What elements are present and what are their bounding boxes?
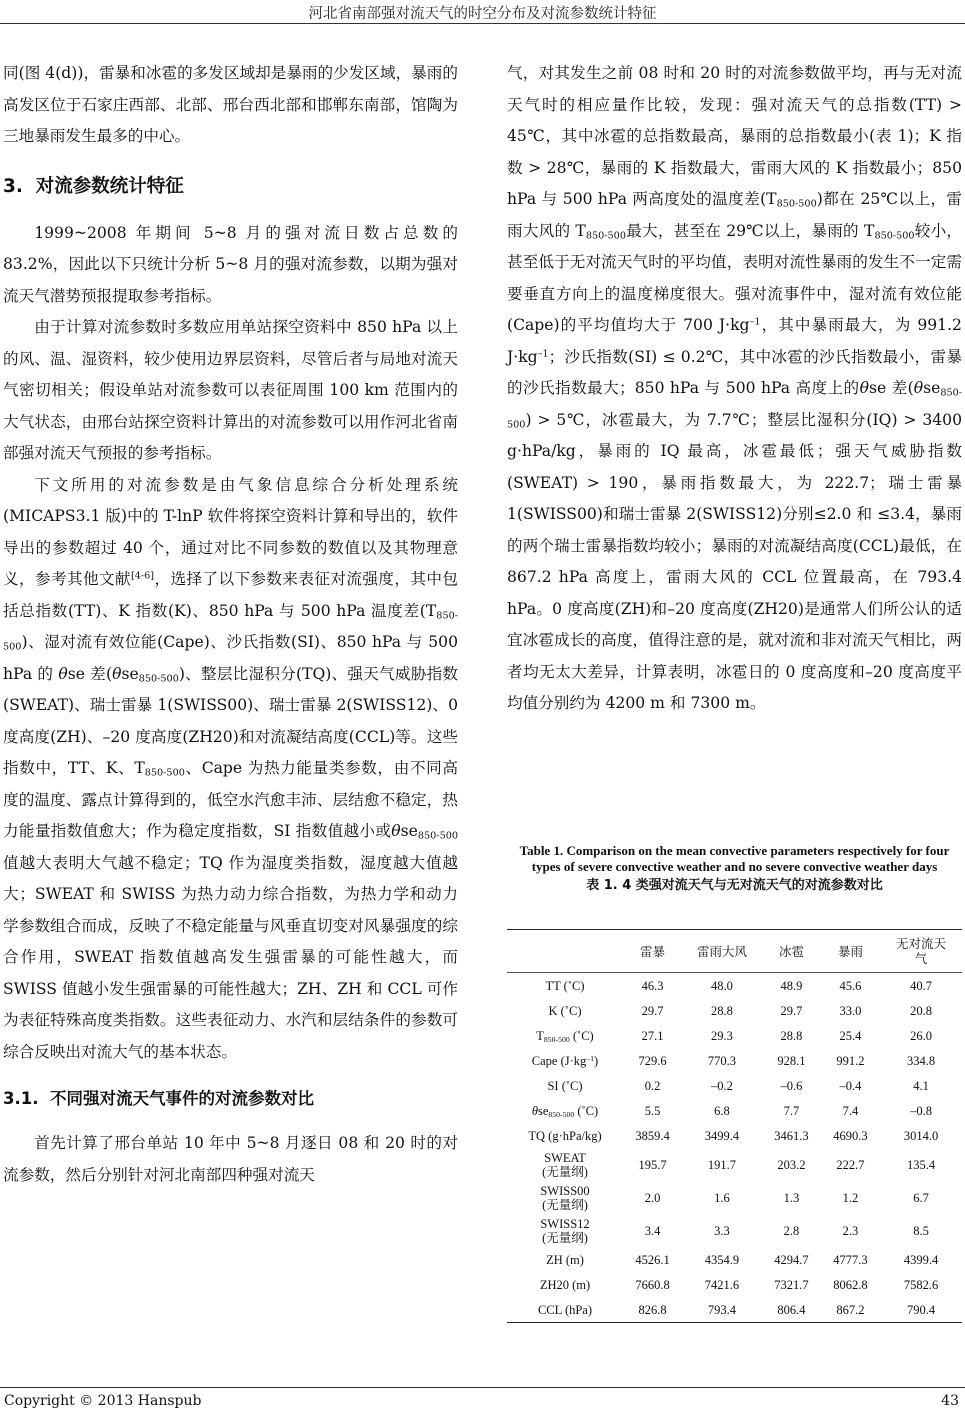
table-cell: 4.1 (913, 1078, 929, 1093)
table-cell: 7321.7 (774, 1277, 809, 1292)
text: 较小，甚至低于无对流天气时的平均值，表明对流性暴雨的发生不一定需要垂直方向上的温度梯度很大。强对流事件中，湿对流有效位能(Cape)的平均值均大于 700 J·kg (507, 221, 963, 334)
text: ，选择了以下参数来表征对流强度，其中包括总指数(TT)、K 指数(K)、850 hPa 与 500 hPa 温度差(T (3, 570, 458, 620)
row-label-text: K (˚C) (548, 1003, 582, 1018)
table-cell: –0.8 (910, 1103, 932, 1118)
table-cell: 826.8 (623, 1297, 682, 1323)
table-cell: 48.0 (711, 978, 733, 993)
row-label-text: SWISS00 (540, 1183, 590, 1198)
text: 下文所用的对流参数是由气象信息综合分析处理系统(MICAPS3.1 版)中的 T-lnP 软件将探空资料计算和导出的，软件导出的参数超过 40 个，通过对比不同参数的数值以及其物理意义，参考其他文献 (3, 475, 458, 588)
header-cell: 雷雨大风 (682, 930, 762, 973)
table-row (507, 1148, 962, 1181)
row-label-text: ZH (m) (546, 1252, 584, 1267)
table-row (507, 1272, 962, 1297)
text: ；沙氏指数(SI) ≤ 0.2℃，其中冰雹的沙氏指数最小，雷暴的沙氏指数最大；850 hPa 与 500 hPa 高度上的 (507, 347, 962, 397)
section-title: 对流参数统计特征 (35, 175, 184, 197)
theta-symbol: θ (112, 664, 122, 683)
section-3-heading (3, 176, 458, 198)
table-cell: 40.7 (910, 978, 932, 993)
table-cell: 135.4 (906, 1157, 936, 1172)
table-cell: 28.8 (780, 1028, 803, 1043)
text: ，其中暴雨最大，为 991.2 J·kg (507, 316, 962, 366)
table-cell: 48.9 (780, 978, 803, 993)
row-label-text: SI (˚C) (547, 1078, 583, 1093)
table-cell: 5.5 (644, 1103, 661, 1118)
table-row (507, 1123, 962, 1148)
header-cell-empty (507, 930, 623, 973)
table-cell: 222.7 (836, 1157, 865, 1172)
row-label-text: se (537, 1103, 549, 1118)
table-cell: 1.6 (714, 1190, 730, 1205)
section-title: 不同强对流天气事件的对流参数对比 (50, 1089, 314, 1108)
table-cell: 1.3 (783, 1190, 800, 1205)
text: se 差( (67, 664, 113, 683)
table-cell: 2.8 (783, 1223, 800, 1238)
row-label-unit: (˚C) (574, 1103, 599, 1118)
theta-symbol: θ (859, 379, 869, 397)
table-cell: 191.7 (707, 1157, 737, 1172)
table-cell: 4294.7 (774, 1252, 809, 1267)
paragraph: 由于计算对流参数时多数应用单站探空资料中 850 hPa 以上的风、温、湿资料，较少使用边界层资料，尽管后者与局地对流天气密切相关；假设单站对流参数可以表征周围 100 km 范围内的大气状态，由邢台站探空资料计算出的对流参数可以用作河北省南部强对流天气预报的参考指标。 (3, 318, 458, 462)
table-cell: 7582.6 (903, 1277, 939, 1292)
citation: [4-6] (130, 570, 155, 582)
table-cell: 770.3 (707, 1053, 737, 1068)
table-cell: 29.7 (780, 1003, 803, 1018)
paragraph: 首先计算了邢台单站 10 年中 5~8 月逐日 08 和 20 时的对流参数，然后分别针对河北南部四种强对流天 (3, 1134, 458, 1184)
table-cell: –0.6 (780, 1078, 803, 1093)
table-row (507, 1297, 962, 1323)
row-label (507, 1023, 623, 1048)
row-label-unit: (无量纲) (542, 1164, 588, 1179)
row-label (507, 998, 623, 1023)
subscript: 850-500 (548, 1109, 575, 1119)
text: 最大，甚至在 29℃以上，暴雨的 T (625, 221, 875, 240)
row-label (507, 1073, 623, 1098)
row-label-text: TT (˚C) (545, 978, 585, 993)
table-cell: 29.3 (711, 1028, 733, 1043)
table-caption-en: Table 1. Comparison on the mean convective parameters respectively for four types of severe convective weather and no severe convective weather days (519, 843, 950, 874)
superscript: –1 (749, 316, 761, 328)
table-cell: 7660.8 (635, 1277, 670, 1292)
section-number: 3.1. (3, 1089, 39, 1108)
table-cell: 928.1 (777, 1053, 806, 1068)
table-row (507, 1023, 962, 1048)
table-cell: 20.8 (910, 1003, 932, 1018)
table-cell: 793.4 (682, 1297, 762, 1323)
table-cell: 203.2 (777, 1157, 806, 1172)
subscript: 850-500 (417, 830, 458, 842)
text: ) > 5℃，冰雹最大，为 7.7℃；整层比湿积分(IQ) > 3400 g·hPa/kg，暴雨的 IQ 最高，冰雹最低；强天气威胁指数(SWEAT) > 190，暴雨指数最大，为 222.7；瑞士雷暴 1(SWISS00)和瑞士雷暴 2(SWISS12)分别≤2.0 和 ≤3.4，暴雨的两个瑞士雷暴指数均较小；暴雨的对流凝结高度(CCL)最低，在 867.2 hPa 高度上，雷雨大风的 CCL 位置最高，在 793.4 hPa。0 度高度(ZH)和–20 度高度(ZH20)是通常人们所公认的适宜冰雹成长的高度，值得注意的是，就对流和非对流天气相比，两者均无太大差异，计算表明，冰雹日的 0 度高度和–20 度高度平均值分别约为 4200 m 和 7300 m。 (507, 410, 962, 712)
table-row (507, 1181, 962, 1214)
theta-symbol: θ (391, 822, 401, 840)
table-row (507, 1048, 962, 1073)
table-caption (507, 843, 962, 894)
parameters-table (507, 929, 962, 1323)
row-label-unit: ) (594, 1053, 599, 1068)
header-rule (0, 23, 965, 24)
right-column (507, 58, 962, 720)
left-column (3, 58, 458, 1191)
row-label (507, 1181, 623, 1214)
table-cell: 29.7 (641, 1003, 664, 1018)
row-label (507, 973, 623, 999)
text: )都在 25℃以上，雷雨大风的 T (507, 190, 963, 240)
table-row (507, 1098, 962, 1123)
table-cell: 33.0 (839, 1003, 862, 1018)
row-label-text: TQ (g·hPa/kg) (528, 1128, 602, 1143)
table-body (507, 973, 962, 1323)
table-cell: 3499.4 (704, 1128, 740, 1143)
table-caption-zh: 表 1. 4 类强对流天气与无对流天气的对流参数对比 (586, 878, 883, 893)
header-cell: 冰雹 (762, 930, 821, 973)
text: 值越大表明大气越不稳定；TQ 作为湿度类指数，湿度越大值越大；SWEAT 和 SWISS 为热力动力综合指数，为热力学和动力学参数组合而成，反映了不稳定能量与风垂直切变对风暴强度的综合作用，SWEAT 指数值越高发生强雷暴的可能性越大，而 SWISS 值越小发生强雷暴的可能性越大；ZH、ZH 和 CCL 可作为表征特殊高度类指数。这些表征动力、水汽和层结条件的参数可综合反映出对流大气的基本状态。 (3, 853, 458, 1061)
table-cell: 4354.9 (704, 1252, 740, 1267)
table-cell: 25.4 (839, 1028, 862, 1043)
subscript: 850-500 (507, 387, 963, 430)
table-cell: 45.6 (839, 978, 862, 993)
table-cell: 46.3 (641, 978, 664, 993)
table-cell: 3859.4 (635, 1128, 670, 1143)
row-label (507, 1123, 623, 1148)
subscript: 850-500 (874, 229, 915, 241)
subscript: 850-500 (776, 198, 817, 210)
table-cell: 26.0 (910, 1028, 932, 1043)
table-cell: 1.2 (842, 1190, 859, 1205)
section-3-1-heading (3, 1088, 458, 1110)
table-cell: 2.0 (644, 1190, 661, 1205)
running-header: 河北省南部强对流天气的时空分布及对流参数统计特征 (308, 6, 657, 22)
text: 气，对其发生之前 08 时和 20 时的对流参数做平均，再与无对流天气时的相应量作比较，发现：强对流天气的总指数(TT) > 45℃，其中冰雹的总指数最高，暴雨的总指数最小(表 1)；K 指数 > 28℃，暴雨的 K 指数最大，雷雨大风的 K 指数最小；850 hPa 与 500 hPa 两高度处的温度差(T (507, 64, 962, 208)
row-label (507, 1148, 623, 1181)
row-label (507, 1272, 623, 1297)
row-label-unit: (˚C) (569, 1028, 594, 1043)
subscript: 850-500 (543, 1034, 570, 1044)
row-label-unit: (无量纲) (542, 1197, 588, 1212)
table-cell: 867.2 (821, 1297, 880, 1323)
table-cell: 7421.6 (704, 1277, 740, 1292)
table-row (507, 1214, 962, 1247)
superscript: –1 (586, 1053, 595, 1063)
table-cell: –0.4 (839, 1078, 862, 1093)
header-cell: 雷暴 (623, 930, 682, 973)
table-cell: 7.4 (842, 1103, 859, 1118)
theta-symbol: θ (531, 1103, 538, 1118)
section-number: 3. (3, 175, 23, 197)
row-label-text: Cape (J·kg (531, 1053, 587, 1068)
table-cell: 3014.0 (903, 1128, 939, 1143)
table-cell: 28.8 (711, 1003, 733, 1018)
table-cell: 7.7 (783, 1103, 800, 1118)
header-cell: 无对流天气 (880, 930, 962, 973)
table-row (507, 973, 962, 999)
footer-rule (0, 1387, 965, 1388)
table-cell: 8062.8 (833, 1277, 868, 1292)
text: )、湿对流有效位能(Cape)、沙氏指数(SI)、850 hPa 与 500 hPa 的 (3, 633, 458, 683)
table-cell: –0.2 (711, 1078, 733, 1093)
table-cell: 4690.3 (833, 1128, 868, 1143)
row-label-text: ZH20 (m) (539, 1277, 591, 1292)
table-cell: 195.7 (638, 1157, 667, 1172)
subscript: 850-500 (144, 767, 185, 779)
table-cell: 3.4 (644, 1223, 661, 1238)
page-number: 43 (941, 1393, 959, 1409)
superscript: –1 (537, 348, 549, 360)
row-label-text: CCL (hPa) (537, 1302, 593, 1317)
table-cell: 991.2 (836, 1053, 865, 1068)
row-label (507, 1214, 623, 1247)
table-cell: 4526.1 (635, 1252, 670, 1267)
paragraph-continuation: 同(图 4(d))，雷暴和冰雹的多发区域却是暴雨的少发区域，暴雨的高发区位于石家庄西部、北部、邢台西北部和邯郸东南部，馆陶为三地暴雨发生最多的中心。 (3, 64, 458, 145)
subscript: 850-500 (138, 672, 179, 684)
row-label-text: SWEAT (544, 1150, 586, 1165)
table-cell: 0.2 (644, 1078, 661, 1093)
row-label-unit: (无量纲) (542, 1230, 588, 1245)
theta-symbol: θ (58, 664, 68, 683)
table-cell: 3461.3 (774, 1128, 809, 1143)
table-cell: 6.8 (714, 1103, 730, 1118)
table-header-row (507, 930, 962, 973)
subscript: 850-500 (585, 229, 626, 241)
table-cell: 6.7 (913, 1190, 929, 1205)
text: se (121, 664, 139, 683)
table-cell: 27.1 (641, 1028, 664, 1043)
footer-copyright: Copyright © 2013 Hanspub (4, 1393, 202, 1409)
paragraph: 1999~2008 年期间 5~8 月的强对流日数占总数的 83.2%，因此以下只统计分析 5~8 月的强对流参数，以期为强对流天气潜势预报提取参考指标。 (3, 223, 458, 305)
row-label (507, 1098, 623, 1123)
theta-symbol: θ (913, 379, 924, 397)
text: )、整层比湿积分(TQ)、强天气威胁指数(SWEAT)、瑞士雷暴 1(SWISS00)、瑞士雷暴 2(SWISS12)、0 度高度(ZH)、–20 度高度(ZH20)和对流凝结高度(CCL)等。这些指数中，TT、K、T (3, 664, 458, 777)
table-cell: 4777.3 (833, 1252, 868, 1267)
table-row (507, 1073, 962, 1098)
table-cell: 334.8 (906, 1053, 936, 1068)
text: 、Cape 为热力能量类参数，由不同高度的温度、露点计算得到的，低空水汽愈丰沛、层结愈不稳定，热力能量指数值愈大；作为稳定度指数，SI 指数值越小或 (3, 759, 458, 840)
table-row (507, 998, 962, 1023)
header-cell: 暴雨 (821, 930, 880, 973)
subscript: 850-500 (3, 609, 458, 653)
paragraph-parameters (3, 470, 458, 1069)
table-cell: 4399.4 (903, 1252, 939, 1267)
table-cell: 729.6 (638, 1053, 667, 1068)
paragraph-results (507, 58, 962, 720)
table-row (507, 1247, 962, 1272)
table-cell: 790.4 (880, 1297, 962, 1323)
text: se (400, 822, 418, 840)
row-label-text: T (536, 1028, 544, 1043)
table-cell: 806.4 (762, 1297, 821, 1323)
row-label-text: SWISS12 (540, 1216, 590, 1231)
row-label (507, 1048, 623, 1073)
table-cell: 8.5 (913, 1223, 929, 1238)
table-cell: 2.3 (842, 1223, 859, 1238)
text: se (923, 379, 941, 397)
row-label (507, 1247, 623, 1272)
row-label (507, 1297, 623, 1323)
text: se 差( (868, 379, 914, 397)
table-cell: 3.3 (714, 1223, 730, 1238)
